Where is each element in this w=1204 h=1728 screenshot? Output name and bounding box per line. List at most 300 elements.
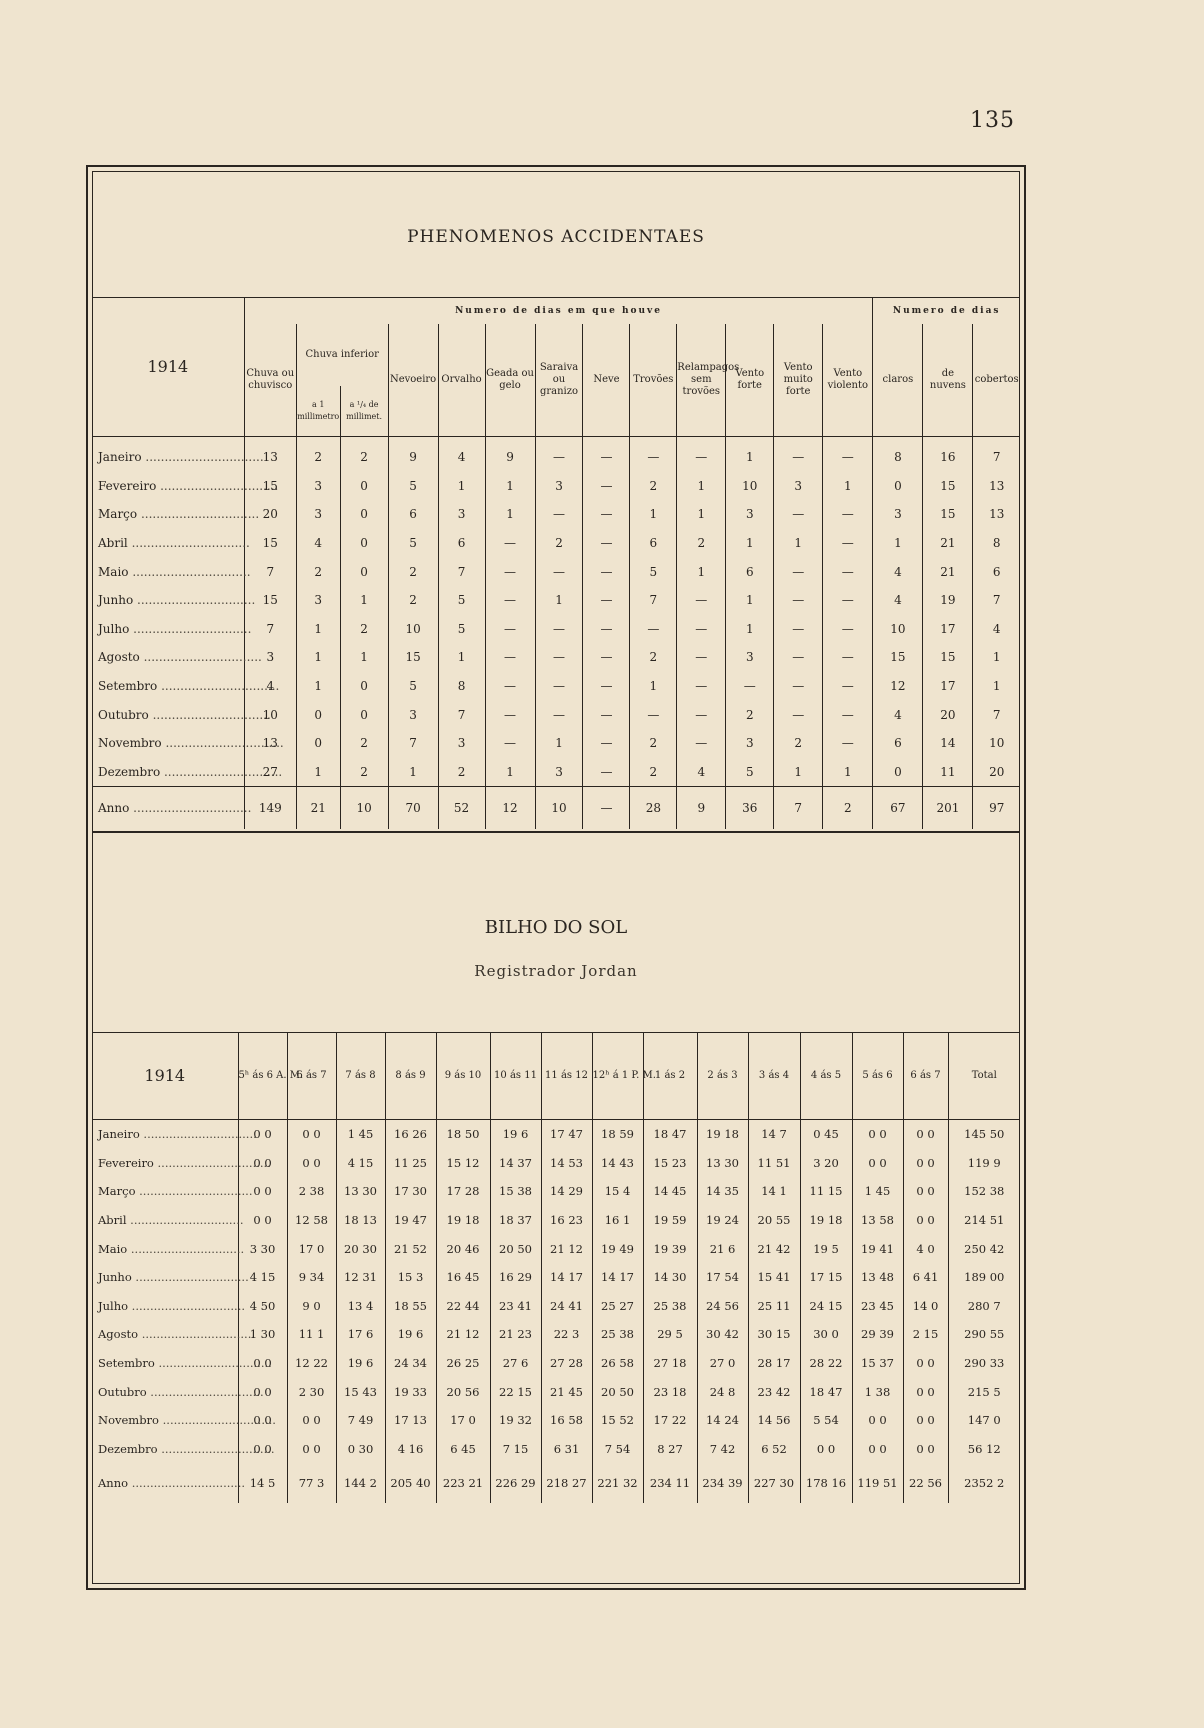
- table-cell: 18 59: [592, 1120, 643, 1149]
- table-cell: 1: [774, 758, 823, 787]
- total-cell: —: [583, 787, 630, 830]
- table-cell: —: [485, 557, 535, 586]
- table-cell: 1: [340, 643, 388, 672]
- table-cell: —: [485, 700, 535, 729]
- table-cell: 14 17: [592, 1263, 643, 1292]
- table-cell: 0 0: [238, 1435, 287, 1464]
- table-cell: 0: [340, 557, 388, 586]
- table-cell: —: [583, 472, 630, 501]
- table-cell: 14 24: [697, 1406, 748, 1435]
- table-cell: —: [677, 729, 726, 758]
- table-cell: —: [726, 672, 774, 701]
- table-cell: 1: [973, 643, 1020, 672]
- table-cell: 5: [438, 586, 485, 615]
- table-cell: 10: [873, 615, 923, 644]
- table-cell: 1: [296, 672, 340, 701]
- group-days-with: Numero de dias em que houve: [244, 298, 873, 325]
- table-cell: 18 47: [800, 1377, 852, 1406]
- table-cell: 2 15: [903, 1320, 948, 1349]
- table-cell: 25 38: [592, 1320, 643, 1349]
- table-cell: 20 46: [436, 1234, 490, 1263]
- table-cell: 6 31: [541, 1435, 592, 1464]
- table-cell: 21 6: [697, 1234, 748, 1263]
- table-cell: 0 0: [903, 1206, 948, 1235]
- table-cell: 17 0: [436, 1406, 490, 1435]
- table-cell: 145 50: [948, 1120, 1020, 1149]
- table-cell: —: [583, 758, 630, 787]
- total-cell: 226 29: [490, 1463, 541, 1503]
- table-cell: 24 8: [697, 1377, 748, 1406]
- table-cell: 10: [726, 472, 774, 501]
- table-cell: 16 1: [592, 1206, 643, 1235]
- table-cell: 1: [535, 586, 583, 615]
- table-cell: 3: [438, 729, 485, 758]
- table-cell: 7: [630, 586, 677, 615]
- table-cell: 1 38: [852, 1377, 903, 1406]
- table-cell: 0: [296, 700, 340, 729]
- month-label: Junho .....: [92, 1263, 238, 1292]
- table-cell: 15 41: [748, 1263, 800, 1292]
- table-cell: 3: [726, 729, 774, 758]
- table-cell: 7: [973, 700, 1020, 729]
- total-cell: 7: [774, 787, 823, 830]
- table-cell: 3 20: [800, 1149, 852, 1178]
- table-row: [92, 1320, 1020, 1349]
- table-cell: 1 30: [238, 1320, 287, 1349]
- table-cell: 2: [340, 758, 388, 787]
- table-row: [92, 1263, 1020, 1292]
- table-cell: 30 0: [800, 1320, 852, 1349]
- table-cell: 25 27: [592, 1292, 643, 1321]
- table-cell: 12 31: [336, 1263, 385, 1292]
- table-cell: 14 29: [541, 1177, 592, 1206]
- divider-line: [92, 829, 1020, 832]
- table-cell: —: [774, 643, 823, 672]
- table-cell: 7: [973, 586, 1020, 615]
- table-cell: 3: [244, 643, 296, 672]
- table-cell: 23 18: [643, 1377, 697, 1406]
- col-nuvens: de nuvens: [923, 324, 973, 437]
- table-cell: 1: [485, 472, 535, 501]
- total-cell: 234 39: [697, 1463, 748, 1503]
- sunshine-header-row: [92, 1033, 1020, 1120]
- table-cell: 20 50: [490, 1234, 541, 1263]
- table-cell: 7 49: [336, 1406, 385, 1435]
- table-cell: —: [677, 586, 726, 615]
- total-row: [92, 1463, 1020, 1503]
- table-cell: 24 56: [697, 1292, 748, 1321]
- total-cell: 70: [388, 787, 438, 830]
- table-cell: 24 34: [385, 1349, 436, 1378]
- table-cell: 7 54: [592, 1435, 643, 1464]
- table-cell: 6 52: [748, 1435, 800, 1464]
- column-header: 9 ás 10: [436, 1033, 490, 1120]
- table-cell: 15 23: [643, 1149, 697, 1178]
- table-cell: 11 1: [287, 1320, 336, 1349]
- table-cell: 17 22: [643, 1406, 697, 1435]
- month-label: Outubro .....: [92, 1377, 238, 1406]
- table-cell: 1: [340, 586, 388, 615]
- table-cell: 30 42: [697, 1320, 748, 1349]
- column-header: 2 ás 3: [697, 1033, 748, 1120]
- table-cell: —: [677, 643, 726, 672]
- table-cell: 1: [296, 758, 340, 787]
- table-cell: 1: [438, 643, 485, 672]
- table-cell: 15 43: [336, 1377, 385, 1406]
- month-label: Fevereiro .....: [92, 1149, 238, 1178]
- table-cell: 20 30: [336, 1234, 385, 1263]
- page-number: 135: [970, 108, 1015, 133]
- table-cell: 1: [873, 529, 923, 558]
- table-cell: 19 32: [490, 1406, 541, 1435]
- table-cell: 3: [873, 500, 923, 529]
- table-cell: 12: [873, 672, 923, 701]
- table-cell: —: [485, 615, 535, 644]
- table-cell: 15 3: [385, 1263, 436, 1292]
- table-cell: 17 30: [385, 1177, 436, 1206]
- month-label: Abril .....: [92, 1206, 238, 1235]
- table-row: [92, 1377, 1020, 1406]
- col-claros: claros: [873, 324, 923, 437]
- table-cell: 19: [923, 586, 973, 615]
- table-cell: 4 15: [238, 1263, 287, 1292]
- phenomena-year: 1914: [92, 298, 244, 437]
- table-cell: 18 47: [643, 1120, 697, 1149]
- table-cell: 3: [388, 700, 438, 729]
- table-cell: 0 0: [903, 1377, 948, 1406]
- table-cell: 4: [873, 700, 923, 729]
- table-cell: 1: [485, 758, 535, 787]
- month-label: Fevereiro .....: [92, 472, 244, 501]
- total-cell: 223 21: [436, 1463, 490, 1503]
- table-cell: 18 50: [436, 1120, 490, 1149]
- table-cell: 0 0: [238, 1177, 287, 1206]
- table-cell: 1: [823, 758, 873, 787]
- table-cell: 18 55: [385, 1292, 436, 1321]
- table-cell: 1: [535, 729, 583, 758]
- table-cell: 15: [923, 643, 973, 672]
- table-cell: —: [583, 500, 630, 529]
- table-cell: 2: [630, 643, 677, 672]
- table-cell: 1: [774, 529, 823, 558]
- table-cell: 17 13: [385, 1406, 436, 1435]
- table-cell: 1: [388, 758, 438, 787]
- table-row: [92, 1177, 1020, 1206]
- table-cell: —: [823, 437, 873, 472]
- table-cell: —: [823, 729, 873, 758]
- table-cell: 0 0: [903, 1349, 948, 1378]
- table-row: [92, 557, 1020, 586]
- table-cell: 16 29: [490, 1263, 541, 1292]
- table-cell: 15: [244, 472, 296, 501]
- table-cell: 14 56: [748, 1406, 800, 1435]
- table-cell: 3: [296, 472, 340, 501]
- table-cell: —: [823, 500, 873, 529]
- table-cell: 15 4: [592, 1177, 643, 1206]
- table-cell: 15 52: [592, 1406, 643, 1435]
- table-cell: 17 54: [697, 1263, 748, 1292]
- table-cell: 14: [923, 729, 973, 758]
- table-cell: —: [630, 615, 677, 644]
- total-cell: 36: [726, 787, 774, 830]
- table-cell: 2: [438, 758, 485, 787]
- table-cell: 11 15: [800, 1177, 852, 1206]
- table-cell: 152 38: [948, 1177, 1020, 1206]
- table-cell: —: [583, 529, 630, 558]
- table-cell: 214 51: [948, 1206, 1020, 1235]
- month-label: Junho .....: [92, 586, 244, 615]
- table-cell: —: [535, 672, 583, 701]
- table-cell: 9: [388, 437, 438, 472]
- table-cell: 3: [726, 643, 774, 672]
- table-row: [92, 472, 1020, 501]
- month-label: Agosto .....: [92, 643, 244, 672]
- table-cell: —: [485, 586, 535, 615]
- table-row: [92, 729, 1020, 758]
- table-cell: 30 15: [748, 1320, 800, 1349]
- month-label: Julho .....: [92, 615, 244, 644]
- table-cell: 3: [535, 472, 583, 501]
- table-cell: 19 33: [385, 1377, 436, 1406]
- table-cell: —: [535, 700, 583, 729]
- table-row: [92, 758, 1020, 787]
- table-row: [92, 1349, 1020, 1378]
- table-cell: 0 0: [903, 1149, 948, 1178]
- table-cell: 20: [244, 500, 296, 529]
- table-cell: 21: [923, 529, 973, 558]
- table-cell: 18 13: [336, 1206, 385, 1235]
- table-cell: 0 0: [238, 1406, 287, 1435]
- table-cell: —: [485, 643, 535, 672]
- table-cell: 22 44: [436, 1292, 490, 1321]
- table-row: [92, 529, 1020, 558]
- table-row: [92, 1234, 1020, 1263]
- total-cell: 119 51: [852, 1463, 903, 1503]
- table-cell: 1: [438, 472, 485, 501]
- column-header: 11 ás 12: [541, 1033, 592, 1120]
- table-cell: —: [485, 529, 535, 558]
- sunshine-subtitle: Registrador Jordan: [474, 962, 638, 980]
- table-cell: 19 59: [643, 1206, 697, 1235]
- sunshine-title: BILHO DO SOL: [484, 917, 628, 938]
- table-cell: 20 50: [592, 1377, 643, 1406]
- table-cell: 15: [873, 643, 923, 672]
- table-cell: 21 42: [748, 1234, 800, 1263]
- table-cell: 13: [973, 500, 1020, 529]
- page-frame: [86, 165, 1026, 1590]
- table-cell: 4 0: [903, 1234, 948, 1263]
- table-cell: 4: [973, 615, 1020, 644]
- table-cell: 8 27: [643, 1435, 697, 1464]
- table-cell: 4: [873, 557, 923, 586]
- table-cell: 17 0: [287, 1234, 336, 1263]
- table-cell: 19 39: [643, 1234, 697, 1263]
- table-cell: 15: [244, 529, 296, 558]
- column-header: 10 ás 11: [490, 1033, 541, 1120]
- table-cell: —: [823, 643, 873, 672]
- month-label: Dezembro .....: [92, 1435, 238, 1464]
- total-cell: 205 40: [385, 1463, 436, 1503]
- month-label: Outubro .....: [92, 700, 244, 729]
- table-cell: —: [630, 437, 677, 472]
- table-cell: 2: [774, 729, 823, 758]
- table-cell: 215 5: [948, 1377, 1020, 1406]
- table-divider: [92, 829, 1020, 832]
- table-cell: 0 0: [287, 1435, 336, 1464]
- table-cell: 15 12: [436, 1149, 490, 1178]
- table-cell: —: [677, 700, 726, 729]
- table-cell: 20 55: [748, 1206, 800, 1235]
- table-cell: 21 23: [490, 1320, 541, 1349]
- table-cell: 4 16: [385, 1435, 436, 1464]
- phenomena-body: [92, 437, 1020, 833]
- table-cell: —: [535, 615, 583, 644]
- table-cell: 11 51: [748, 1149, 800, 1178]
- table-cell: 4: [296, 529, 340, 558]
- table-cell: 14 7: [748, 1120, 800, 1149]
- table-cell: 1: [823, 472, 873, 501]
- table-cell: 14 1: [748, 1177, 800, 1206]
- col-relampagos: Relampagos sem trovões: [677, 324, 726, 437]
- table-cell: 11: [923, 758, 973, 787]
- table-cell: 0: [340, 472, 388, 501]
- table-cell: —: [774, 557, 823, 586]
- col-orvalho: Orvalho: [438, 324, 485, 437]
- table-cell: 4: [677, 758, 726, 787]
- table-cell: 0 45: [800, 1120, 852, 1149]
- table-cell: —: [677, 672, 726, 701]
- column-header: 7 ás 8: [336, 1033, 385, 1120]
- table-cell: 2: [340, 729, 388, 758]
- table-cell: 0 0: [852, 1120, 903, 1149]
- table-cell: 7: [244, 615, 296, 644]
- table-cell: —: [583, 729, 630, 758]
- table-cell: 27: [244, 758, 296, 787]
- table-cell: 7 15: [490, 1435, 541, 1464]
- table-row: [92, 643, 1020, 672]
- total-cell: 201: [923, 787, 973, 830]
- table-cell: 1: [630, 672, 677, 701]
- phenomena-table: [92, 297, 1020, 833]
- table-cell: 6: [873, 729, 923, 758]
- table-cell: 2: [630, 758, 677, 787]
- table-cell: 7: [244, 557, 296, 586]
- table-cell: 28 22: [800, 1349, 852, 1378]
- table-cell: 2: [630, 472, 677, 501]
- table-cell: 1: [726, 586, 774, 615]
- table-cell: 9 0: [287, 1292, 336, 1321]
- table-cell: 14 17: [541, 1263, 592, 1292]
- table-cell: 7 42: [697, 1435, 748, 1464]
- col-geada: Geada ou gelo: [485, 324, 535, 437]
- sunshine-table: [92, 1032, 1020, 1503]
- table-cell: 8: [873, 437, 923, 472]
- group-number-days: Numero de dias: [873, 298, 1020, 325]
- table-row: [92, 1406, 1020, 1435]
- column-header: 4 ás 5: [800, 1033, 852, 1120]
- table-cell: 13: [244, 729, 296, 758]
- table-cell: —: [630, 700, 677, 729]
- table-cell: 16 26: [385, 1120, 436, 1149]
- column-header: 6 ás 7: [287, 1033, 336, 1120]
- table-cell: 6: [726, 557, 774, 586]
- table-cell: 280 7: [948, 1292, 1020, 1321]
- table-cell: —: [774, 437, 823, 472]
- table-cell: 14 53: [541, 1149, 592, 1178]
- table-row: [92, 1292, 1020, 1321]
- table-cell: 0 30: [336, 1435, 385, 1464]
- table-cell: —: [535, 437, 583, 472]
- table-cell: —: [583, 615, 630, 644]
- table-cell: 29 5: [643, 1320, 697, 1349]
- table-row: [92, 615, 1020, 644]
- table-cell: —: [535, 500, 583, 529]
- table-cell: 21 12: [541, 1234, 592, 1263]
- column-header: 6 ás 7: [903, 1033, 948, 1120]
- table-cell: 19 18: [697, 1120, 748, 1149]
- table-cell: 19 47: [385, 1206, 436, 1235]
- table-cell: 0 0: [287, 1120, 336, 1149]
- table-cell: 16 45: [436, 1263, 490, 1292]
- table-cell: 2: [535, 529, 583, 558]
- total-cell: 221 32: [592, 1463, 643, 1503]
- table-cell: —: [583, 586, 630, 615]
- table-cell: 19 18: [436, 1206, 490, 1235]
- table-cell: 6: [438, 529, 485, 558]
- table-cell: 0: [873, 758, 923, 787]
- total-cell: 227 30: [748, 1463, 800, 1503]
- table-cell: —: [583, 557, 630, 586]
- table-row: [92, 672, 1020, 701]
- col-vento-forte: Vento forte: [726, 324, 774, 437]
- table-cell: 17 6: [336, 1320, 385, 1349]
- table-cell: 4: [438, 437, 485, 472]
- table-cell: 27 6: [490, 1349, 541, 1378]
- table-cell: 0 0: [903, 1177, 948, 1206]
- month-label: Março .....: [92, 1177, 238, 1206]
- total-cell: 77 3: [287, 1463, 336, 1503]
- total-cell: 52: [438, 787, 485, 830]
- table-cell: 7: [388, 729, 438, 758]
- table-cell: 5: [388, 472, 438, 501]
- table-cell: 0: [340, 700, 388, 729]
- table-cell: 0: [340, 672, 388, 701]
- table-row: [92, 437, 1020, 472]
- table-cell: 9 34: [287, 1263, 336, 1292]
- total-cell: 178 16: [800, 1463, 852, 1503]
- table-cell: 56 12: [948, 1435, 1020, 1464]
- table-cell: 12 22: [287, 1349, 336, 1378]
- table-cell: 15: [244, 586, 296, 615]
- table-cell: 21 52: [385, 1234, 436, 1263]
- total-row: [92, 787, 1020, 830]
- table-cell: 0 0: [238, 1349, 287, 1378]
- col-chuva-inferior: Chuva inferior: [296, 324, 388, 386]
- table-cell: 27 0: [697, 1349, 748, 1378]
- table-cell: 10: [244, 700, 296, 729]
- table-cell: 20: [973, 758, 1020, 787]
- table-cell: —: [583, 700, 630, 729]
- table-cell: 250 42: [948, 1234, 1020, 1263]
- table-cell: 10: [388, 615, 438, 644]
- table-cell: 5: [388, 529, 438, 558]
- table-cell: 14 30: [643, 1263, 697, 1292]
- table-cell: 26 58: [592, 1349, 643, 1378]
- month-label: Julho .....: [92, 1292, 238, 1321]
- table-cell: 19 6: [336, 1349, 385, 1378]
- table-cell: 27 28: [541, 1349, 592, 1378]
- month-label: Maio .....: [92, 557, 244, 586]
